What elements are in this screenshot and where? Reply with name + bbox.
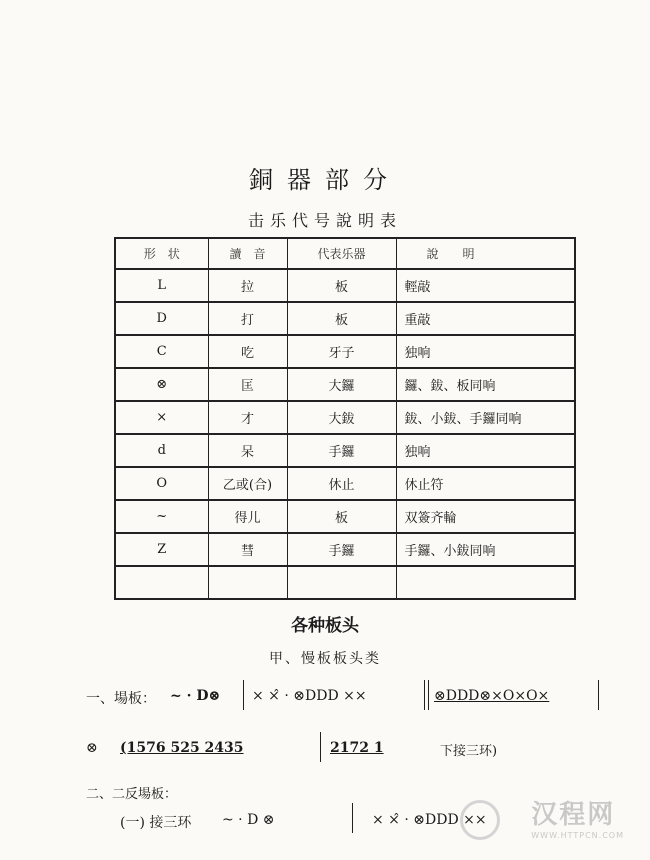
cell-description: 手鑼、小鈸同响	[396, 533, 575, 566]
cell-description	[396, 566, 575, 599]
cell-description: 重敲	[396, 302, 575, 335]
cell-instrument: 板	[287, 269, 396, 302]
notation-line1-seg1: ~ · D⊗	[170, 688, 221, 704]
cell-description: 輕敲	[396, 269, 575, 302]
cell-reading: 拉	[208, 269, 287, 302]
cell-shape: O	[115, 467, 208, 500]
notation-line4-seg1: ~ · D ⊗	[222, 812, 275, 828]
table-row	[115, 434, 575, 467]
table-row	[115, 368, 575, 401]
cell-reading: 才	[208, 401, 287, 434]
cell-instrument: 大鈸	[287, 401, 396, 434]
notation-line2-note: 下接三环)	[440, 744, 498, 759]
percussion-legend-table	[114, 237, 576, 600]
cell-shape: ⊗	[115, 368, 208, 401]
cell-reading: 打	[208, 302, 287, 335]
cell-shape: ~	[115, 500, 208, 533]
table-row	[115, 500, 575, 533]
cell-shape: d	[115, 434, 208, 467]
cell-instrument: 牙子	[287, 335, 396, 368]
notation-line1-seg3: ⊗DDD⊗×O×O×	[434, 688, 550, 704]
watermark	[531, 794, 624, 840]
barline	[243, 680, 244, 710]
cell-description: 鑼、鈸、板同响	[396, 368, 575, 401]
notation-line3-label: 二、二反場板：	[86, 787, 178, 802]
cell-reading: 乙或(合)	[208, 467, 287, 500]
table-row	[115, 566, 575, 599]
table-row	[115, 533, 575, 566]
cell-instrument: 休止	[287, 467, 396, 500]
header-shape: 形 状	[115, 238, 208, 269]
cell-shape: L	[115, 269, 208, 302]
header-reading: 讀 音	[208, 238, 287, 269]
cell-shape: Z	[115, 533, 208, 566]
cell-instrument: 手鑼	[287, 533, 396, 566]
notation-line1-seg2: × ×̂ · ⊗DDD ××	[252, 688, 367, 704]
table-row	[115, 335, 575, 368]
barline	[598, 680, 599, 710]
cell-reading: 呆	[208, 434, 287, 467]
notation-line4-seg2: × ×̂ · ⊗DDD ××	[372, 812, 487, 828]
notation-line4-label: (一) 接三环	[120, 815, 192, 831]
cell-shape	[115, 566, 208, 599]
cell-description: 双簽齐輪	[396, 500, 575, 533]
table-header-row	[115, 238, 575, 269]
cell-reading: 彗	[208, 533, 287, 566]
barline	[424, 680, 425, 710]
table-row	[115, 269, 575, 302]
cell-shape: ×	[115, 401, 208, 434]
watermark-url: WWW.HTTPCN.COM	[531, 831, 624, 840]
table-row	[115, 401, 575, 434]
cell-instrument: 板	[287, 500, 396, 533]
notation-line1-label: 一、場板：	[86, 691, 156, 707]
watermark-logo-icon	[460, 800, 500, 840]
notation-line2-seg2: 2172 1	[330, 740, 384, 756]
section-title: 各种板头	[291, 616, 359, 636]
cell-shape: C	[115, 335, 208, 368]
notation-line2-seg1: (1576 525 2435	[120, 740, 244, 756]
cell-description: 独响	[396, 434, 575, 467]
table-row	[115, 467, 575, 500]
barline	[428, 680, 429, 710]
cell-description: 独响	[396, 335, 575, 368]
header-description: 說 明	[396, 238, 575, 269]
cell-description: 休止符	[396, 467, 575, 500]
cell-instrument	[287, 566, 396, 599]
table-title: 击乐代号說明表	[247, 211, 402, 230]
watermark-main: 汉程网	[531, 800, 616, 830]
cell-reading	[208, 566, 287, 599]
subsection-title: 甲、慢板板头类	[269, 651, 381, 667]
cell-instrument: 板	[287, 302, 396, 335]
barline	[320, 732, 321, 762]
header-instrument: 代表乐器	[287, 238, 396, 269]
cell-reading: 得儿	[208, 500, 287, 533]
cell-instrument: 手鑼	[287, 434, 396, 467]
page-title: 銅器部分	[249, 166, 401, 194]
cell-description: 鈸、小鈸、手鑼同响	[396, 401, 575, 434]
cell-reading: 匡	[208, 368, 287, 401]
barline	[352, 803, 353, 833]
cell-shape: D	[115, 302, 208, 335]
cell-instrument: 大鑼	[287, 368, 396, 401]
cell-reading: 吃	[208, 335, 287, 368]
notation-line2-start: ⊗	[86, 740, 98, 756]
table-row	[115, 302, 575, 335]
